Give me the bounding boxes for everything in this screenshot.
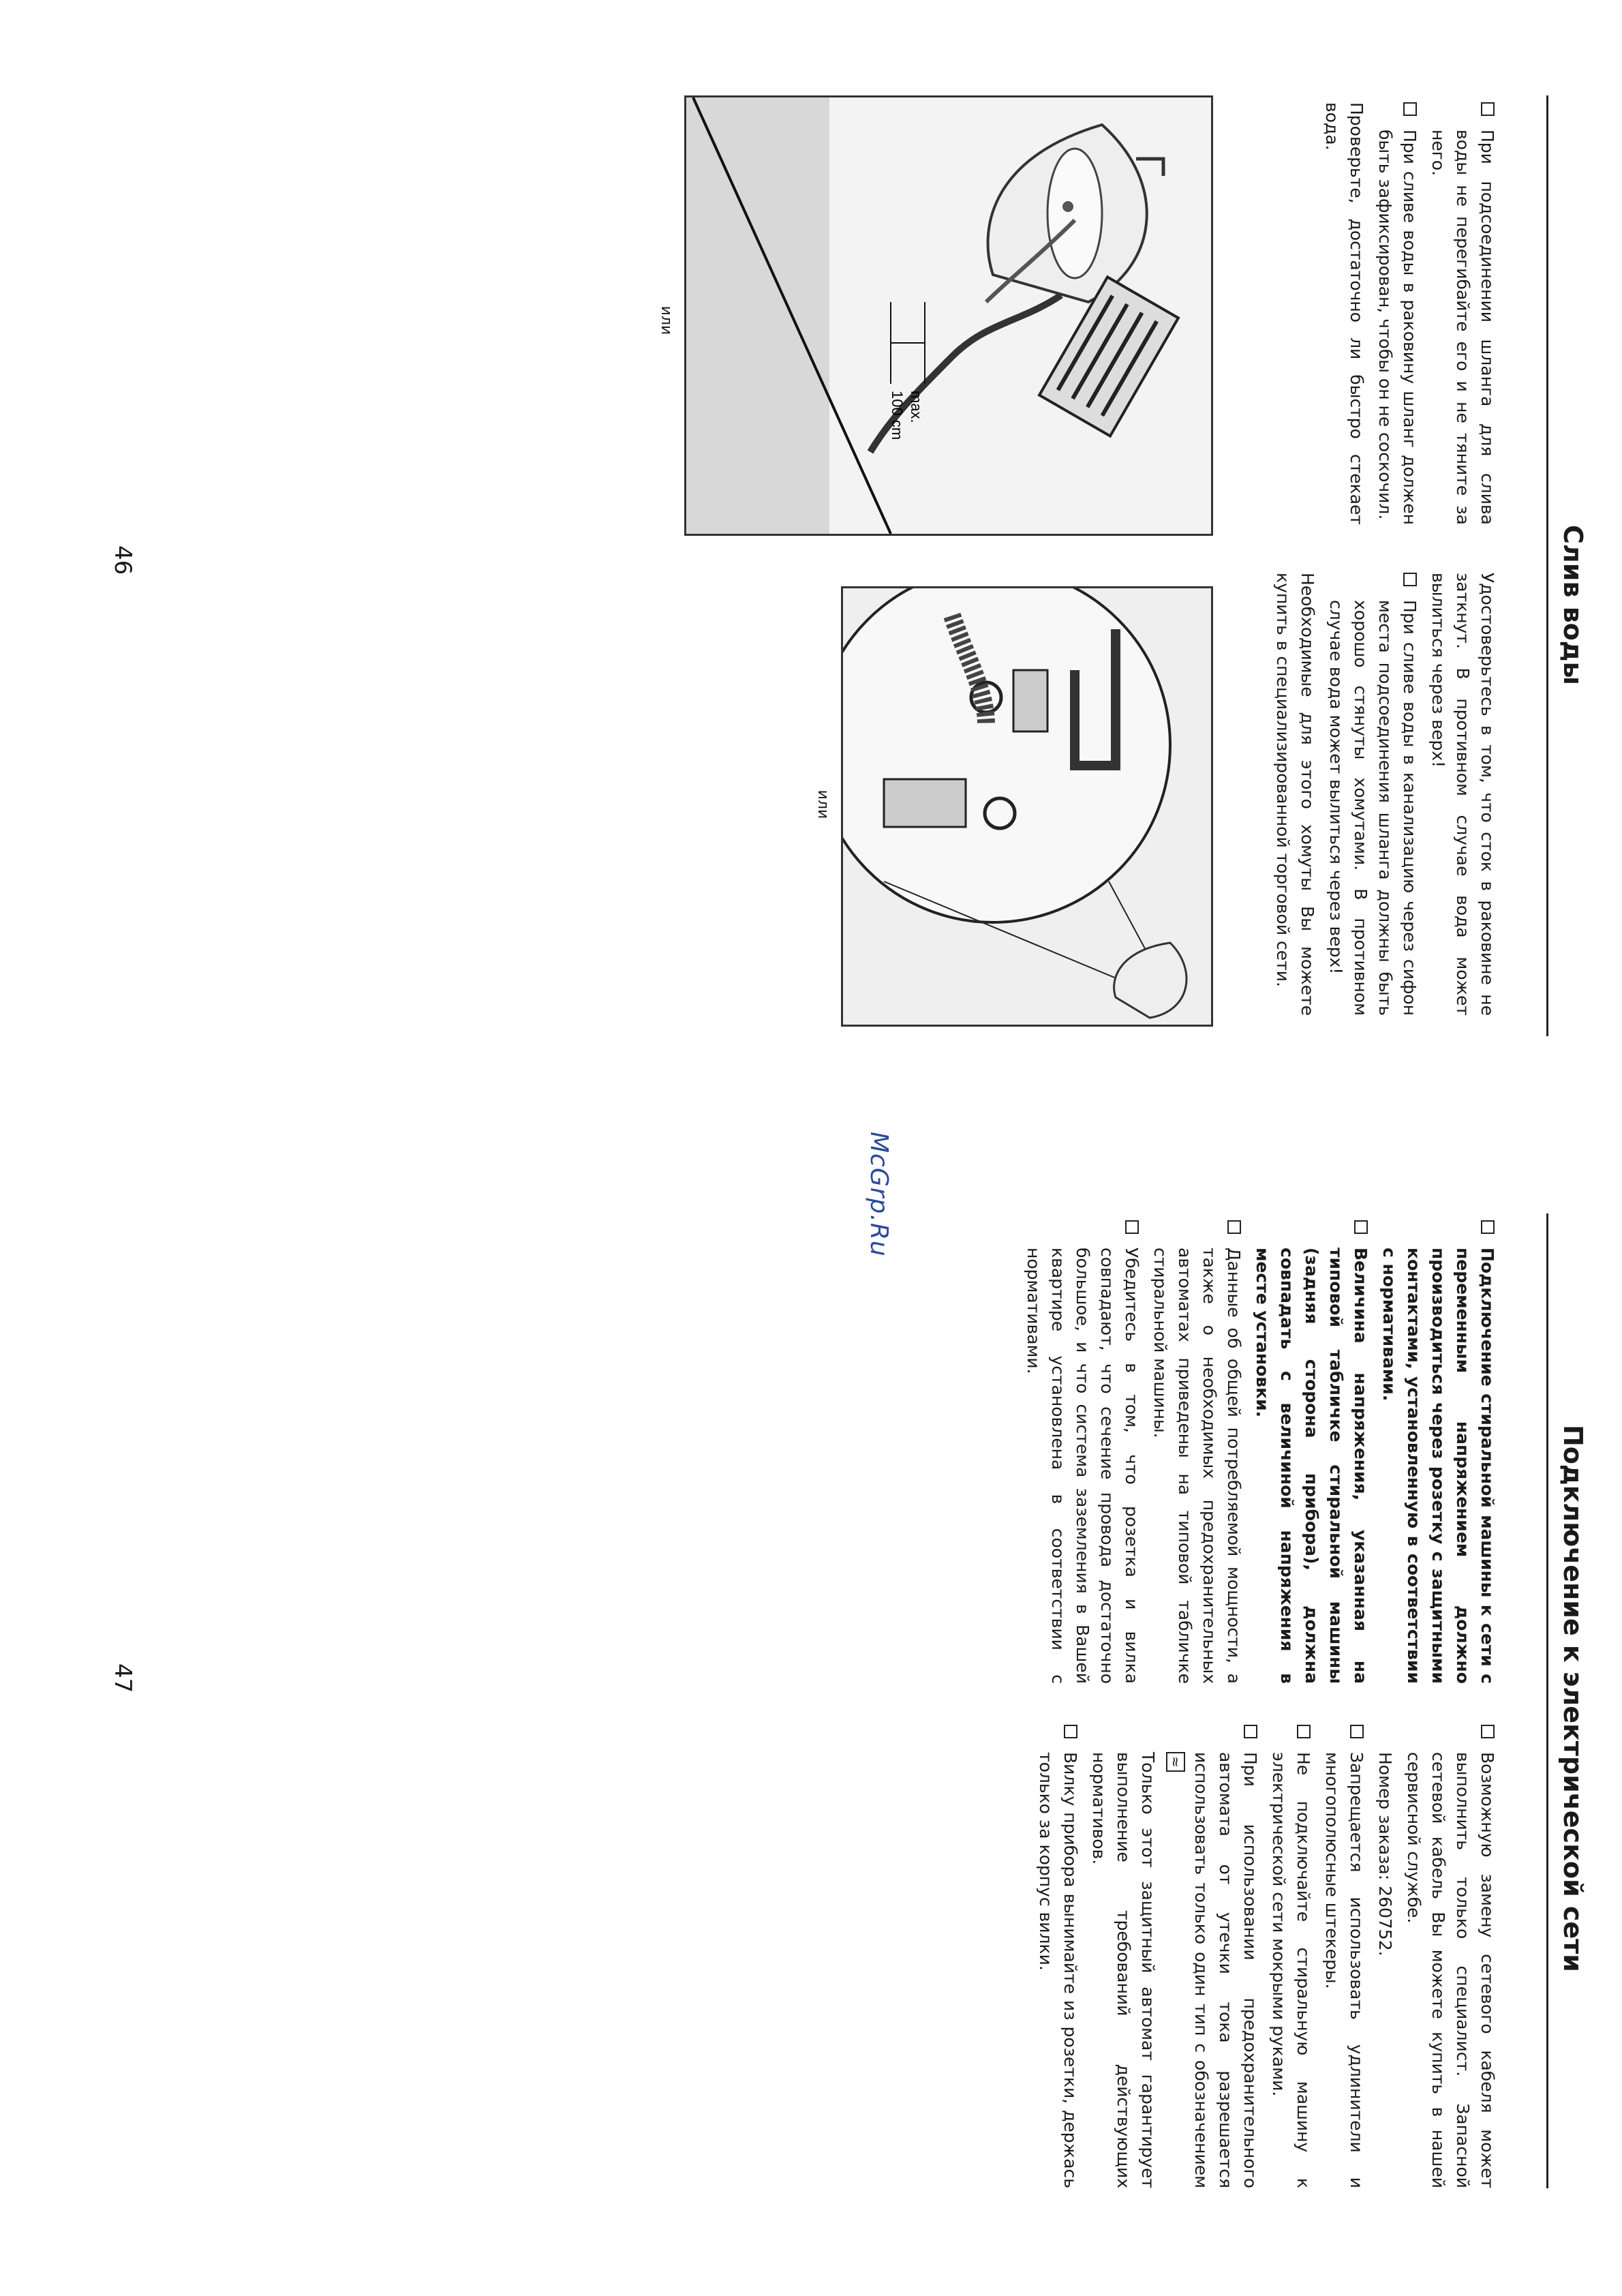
checkbox-bullet-icon — [1064, 1725, 1077, 1738]
list-item: Не подключайте стиральную машину к электрической сети мокрыми руками. — [1266, 1725, 1315, 2188]
checkbox-bullet-icon — [1403, 102, 1417, 116]
list-item: При подсоединении шланга для слива воды не перегибайте его и не тяните за него. — [1426, 102, 1499, 525]
fig2-or-caption: или — [814, 789, 831, 819]
right-col1 — [1017, 1220, 1499, 1684]
page-number-right: 47 — [109, 1663, 136, 1693]
left-page-title: Слив воды — [1558, 525, 1588, 685]
left-title-rule — [1546, 95, 1548, 1036]
list-item: Возможную замену сетевого кабеля может выполнить только специалист. Запасной сетевой кабель Вы можете купить в нашей сервисной службе. — [1401, 1725, 1499, 2188]
height-label: 100 cm — [889, 391, 906, 440]
left-col1 — [1315, 102, 1499, 525]
list-item: При сливе воды в канализацию через сифон места подсоединения шланга должны быть хорошо стянуты хомутами. В противном случае вода может вылиться через верх! — [1323, 573, 1422, 1016]
order-number: Номер заказа: 260752. — [1375, 1752, 1395, 1957]
sink-drain-drawing — [686, 97, 1211, 534]
list-item: Данные об общей потребляемой мощности, а также о необходимых предохранительных автоматах приведены на типовой табличке стиральной машины. — [1148, 1220, 1246, 1684]
checkbox-bullet-icon — [1244, 1725, 1257, 1738]
list-item: Запрещается использовать удлинители и многополюсные штекеры. — [1319, 1725, 1368, 2188]
checkbox-bullet-icon — [1227, 1220, 1241, 1234]
max-label: max. — [908, 391, 925, 423]
rcd-symbol-icon: ≈ — [1166, 1752, 1185, 1772]
left-col2 — [1266, 573, 1499, 1016]
left-col1-note: Проверьте, достаточно ли быстро стекает вода. — [1322, 102, 1366, 525]
checkbox-bullet-icon — [1481, 1725, 1495, 1738]
checkbox-bullet-icon — [1403, 573, 1417, 586]
list-item: Подключение стиральной машины к сети с переменным напряжением должно производиться через розетку с защитными контактами, установленную в соответствии с нормативами. — [1377, 1220, 1499, 1684]
list-item: Убедитесь в том, что розетка и вилка совпадают, что сечение провода достаточно большое, и что система заземления в Вашей квартире установлена в соответствии с нормативами. — [1021, 1220, 1144, 1684]
left-col2-intro: Удостоверьтесь в том, что сток в раковине не заткнут. В противном случае вода может вылиться через верх! — [1428, 573, 1497, 1016]
siphon-drawing — [843, 588, 1211, 1025]
right-page-title: Подключение к электрической сети — [1558, 1425, 1588, 1972]
list-item: Величина напряжения, указанная на типовой табличке стиральной машины (задняя сторона прибора), должна совпадать с величиной напряжения в месте установки. — [1250, 1220, 1373, 1684]
fig1-or-caption: или — [658, 305, 675, 335]
checkbox-bullet-icon — [1125, 1220, 1139, 1234]
checkbox-bullet-icon — [1297, 1725, 1311, 1738]
page-number-left: 46 — [109, 545, 136, 575]
watermark: McGrp.Ru — [865, 1132, 893, 1257]
list-item: Вилку прибора вынимайте из розетки, держась только за корпус вилки. — [1033, 1725, 1082, 2188]
checkbox-bullet-icon — [1350, 1725, 1364, 1738]
siphon-connection-illustration — [841, 586, 1213, 1027]
sink-drain-illustration — [684, 95, 1213, 536]
right-title-rule — [1546, 1213, 1548, 2188]
checkbox-bullet-icon — [1481, 1220, 1495, 1234]
checkbox-bullet-icon — [1354, 1220, 1368, 1234]
rcd-note: Только этот защитный автомат гарантирует выполнение требований действующих нормативов. — [1089, 1752, 1158, 2188]
right-col2 — [1029, 1725, 1499, 2188]
checkbox-bullet-icon — [1481, 102, 1495, 116]
list-item: При использовании предохранительного автомата от утечки тока разрешается использовать только один тип с обозначением ≈ — [1164, 1725, 1262, 2188]
list-item: При сливе воды в раковину шланг должен быть зафиксирован, чтобы он не соскочил. — [1373, 102, 1422, 525]
left-col2-note: Необходимые для этого хомуты Вы можете купить в специализированной торговой сети. — [1273, 573, 1317, 1016]
